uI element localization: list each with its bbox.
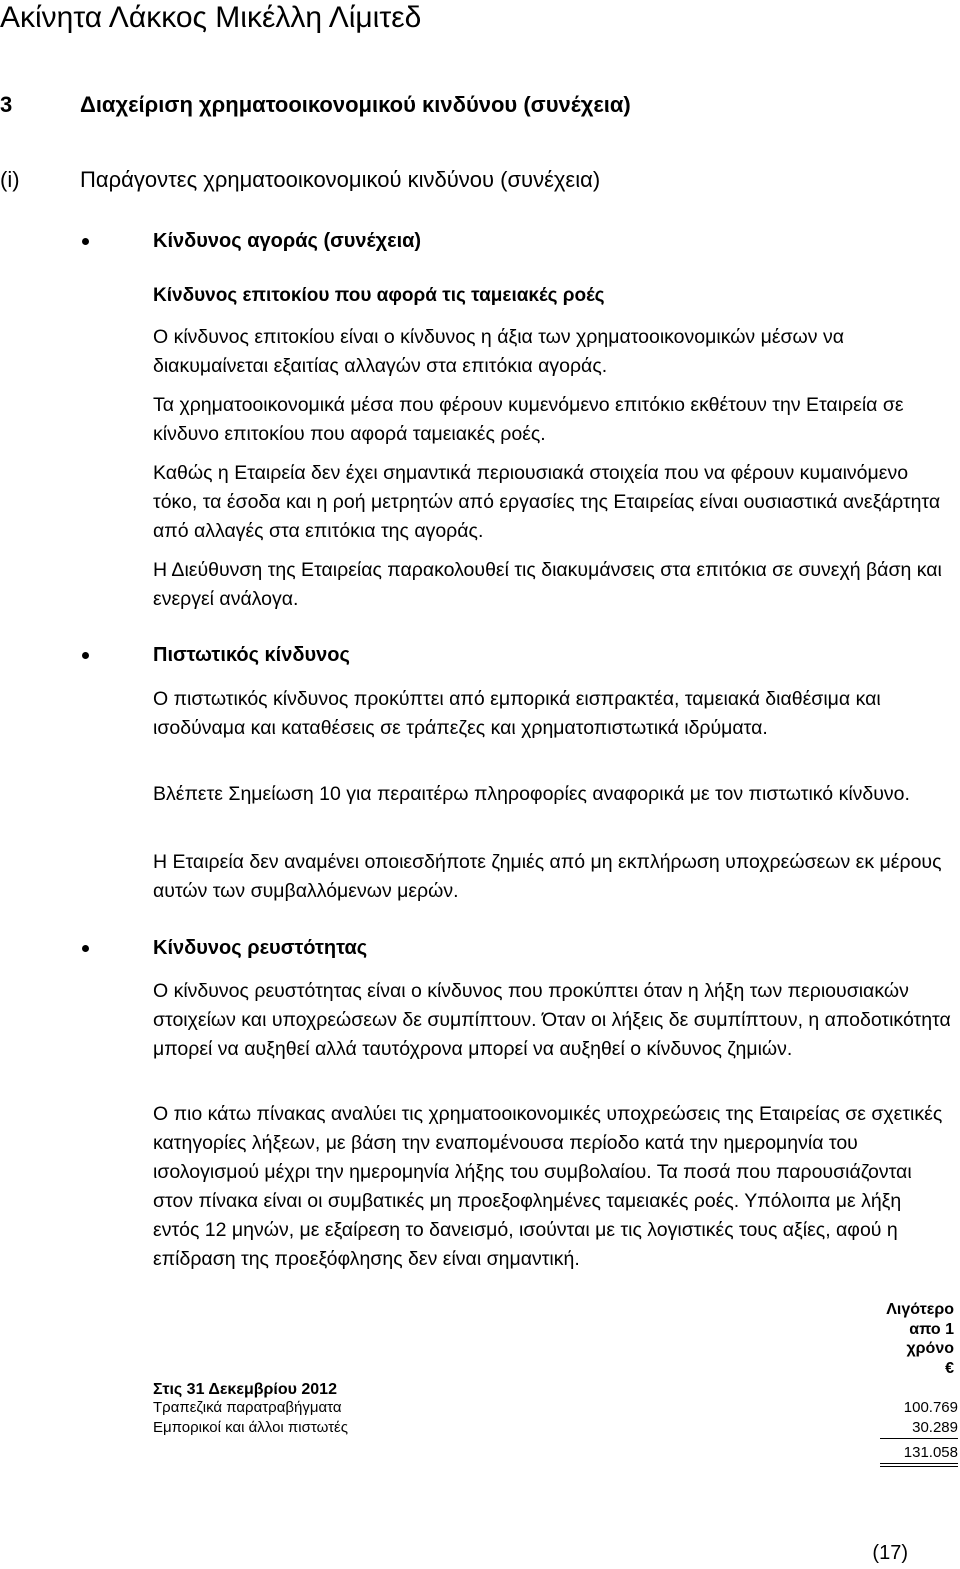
column-header-line: Λιγότερο [886, 1301, 954, 1318]
market-risk-paragraph: Η Διεύθυνση της Εταιρείας παρακολουθεί τις διακυμάνσεις στα επιτόκια σε συνεχή βάση και ενεργεί ανάλογα. [153, 559, 942, 610]
table-column-header [886, 1300, 954, 1378]
liquidity-risk-paragraph: Ο πιο κάτω πίνακας αναλύει τις χρηματοοικονομικές υποχρεώσεις της Εταιρείας σε σχετικές κατηγορίες λήξεων, με βάση την εναπομένουσα περίοδο κατά την ημερομηνία του ισολογισμού μέχρι την ημερομηνία λήξης του συμβολαίου. Τα ποσά που παρουσιάζονται στον πίνακα είναι οι συμβατικές μη προεξοφλημένες ταμειακές ροές. Υπόλοιπα με λήξη εντός 12 μηνών, με εξαίρεση το δανεισμό, ισούνται με τις λογιστικές τους αξίες, αφού η επίδραση της προεξόφλησης δεν είναι σημαντική. [153, 1103, 943, 1270]
bullet-marker [82, 652, 89, 659]
credit-risk-heading: Πιστωτικός κίνδυνος [153, 644, 350, 666]
market-risk-heading: Κίνδυνος αγοράς (συνέχεια) [153, 230, 422, 252]
total-double-rule [880, 1466, 958, 1467]
currency-symbol: € [945, 1359, 954, 1377]
bullet-marker [82, 238, 89, 245]
section-number: 3 [0, 92, 13, 117]
document-title: Ακίνητα Λάκκος Μικέλλη Λίμιτεδ [0, 1, 422, 34]
table-date-label: Στις 31 Δεκεμβρίου 2012 [153, 1381, 337, 1398]
table-row [153, 1418, 958, 1438]
section-title: Διαχείριση χρηματοοικονομικού κινδύνου (συνέχεια) [80, 92, 631, 117]
credit-risk-paragraph: Η Εταιρεία δεν αναμένει οποιεσδήποτε ζημιές από μη εκπλήρωση υποχρεώσεων εκ μέρους αυτών των συμβαλλόμενων μερών. [153, 851, 942, 902]
market-risk-paragraph: Ο κίνδυνος επιτοκίου είναι ο κίνδυνος η άξια των χρηματοοικονομικών μέσων να διακυμαίνεται εξαιτίας αλλαγών στα επιτόκια αγοράς. [153, 326, 844, 377]
credit-risk-paragraph: Ο πιστωτικός κίνδυνος προκύπτει από εμπορικά εισπρακτέα, ταμειακά διαθέσιμα και ισοδύναμα και καταθέσεις σε τράπεζες και χρηματοπιστωτικά ιδρύματα. [153, 688, 881, 739]
column-header-line: απο 1 [909, 1320, 954, 1338]
row-value: 100.769 [903, 1399, 958, 1416]
subsection-number: (i) [0, 167, 20, 192]
liquidity-risk-paragraph: Ο κίνδυνος ρευστότητας είναι ο κίνδυνος που προκύπτει όταν η λήξη των περιουσιακών στοιχείων και υποχρεώσεων δε συμπίπτουν. Όταν οι λήξεις δε συμπίπτουν, η αποδοτικότητα μπορεί να αυξηθεί αλλά ταυτόχρονα μπορεί να αυξηθεί ο κίνδυνος ζημιών. [153, 980, 951, 1060]
row-label: Τραπεζικά παρατραβήγματα [153, 1399, 342, 1416]
credit-risk-paragraph: Βλέπετε Σημείωση 10 για περαιτέρω πληροφορίες αναφορικά με τον πιστωτικό κίνδυνο. [153, 783, 910, 805]
row-label: Εμπορικοί και άλλοι πιστωτές [153, 1419, 348, 1436]
page-number: (17) [872, 1542, 908, 1564]
row-value: 30.289 [912, 1419, 958, 1436]
liquidity-risk-heading: Κίνδυνος ρευστότητας [153, 937, 368, 959]
bullet-marker [82, 945, 89, 952]
subsection-title: Παράγοντες χρηματοοικονομικού κινδύνου (συνέχεια) [80, 167, 601, 192]
market-risk-paragraph: Καθώς η Εταιρεία δεν έχει σημαντικά περιουσιακά στοιχεία που να φέρουν κυμαινόμενο τόκο, τα έσοδα και η ροή μετρητών από εργασίες της Εταιρείας είναι ουσιαστικά ανεξάρτητα από αλλαγές στα επιτόκια της αγοράς. [153, 462, 941, 542]
total-double-rule [880, 1463, 958, 1464]
subtotal-rule [880, 1438, 958, 1439]
market-risk-paragraph: Τα χρηματοοικονομικά μέσα που φέρουν κυμενόμενο επιτόκιο εκθέτουν την Εταιρεία σε κίνδυνο επιτοκίου που αφορά ταμειακές ροές. [153, 394, 904, 445]
interest-rate-risk-subheading: Κίνδυνος επιτοκίου που αφορά τις ταμειακές ροές [153, 285, 605, 306]
table-row [153, 1398, 958, 1418]
column-header-line: χρόνο [906, 1340, 954, 1358]
table-total: 131.058 [903, 1444, 958, 1461]
